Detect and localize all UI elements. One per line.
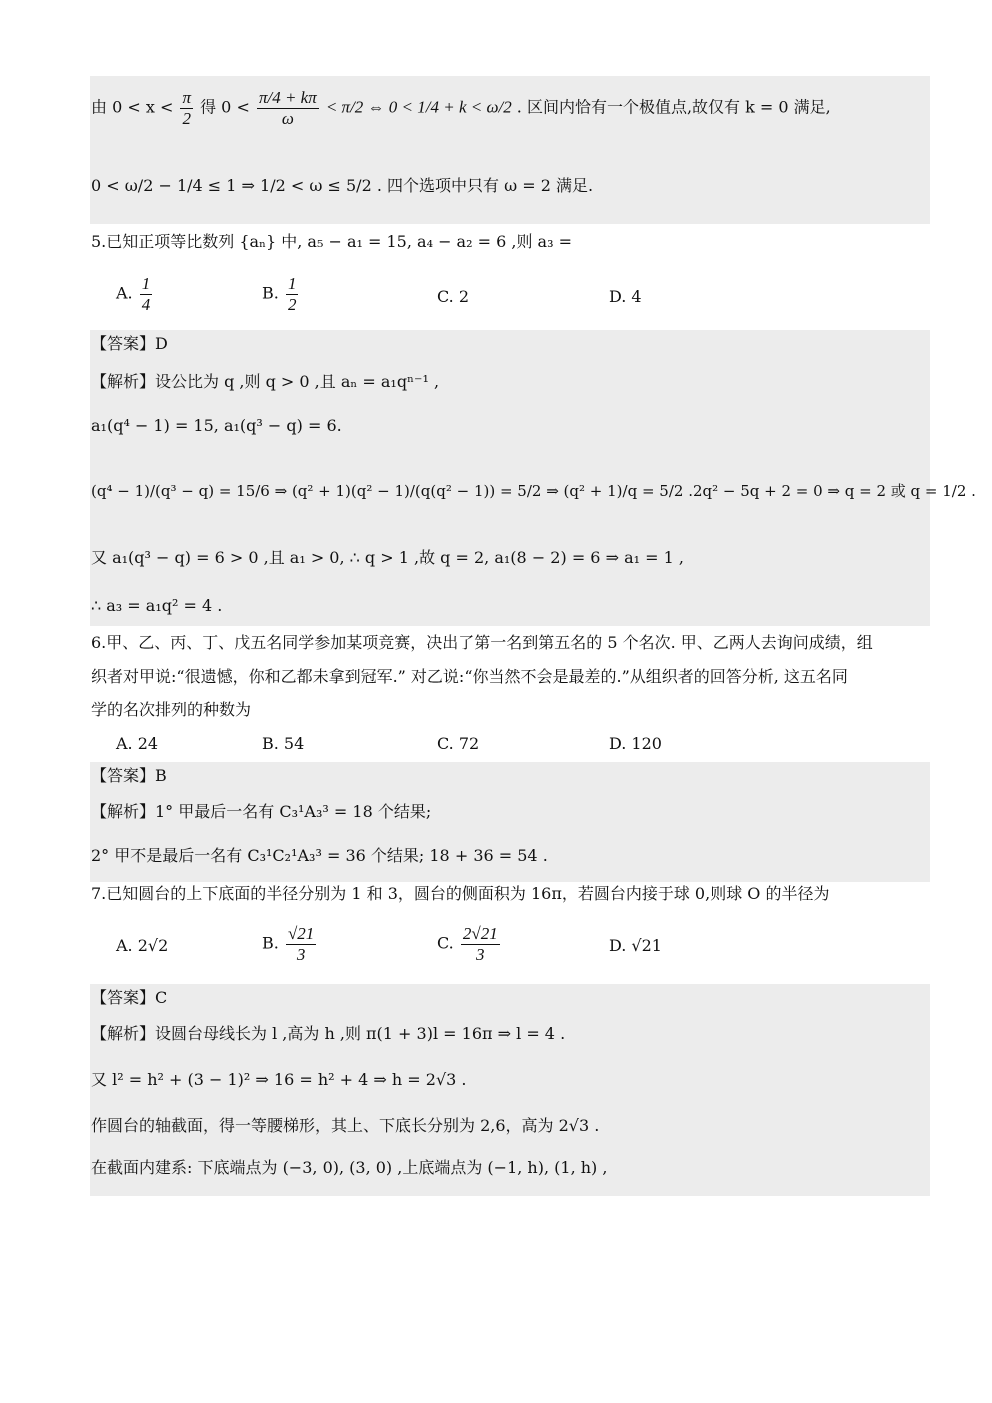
q6-stem-line-3: 学的名次排列的种数为: [91, 700, 252, 719]
q7-answer: 【答案】C: [91, 988, 168, 1007]
q6-stem-line-1: 6.甲、乙、丙、丁、戊五名同学参加某项竞赛，决出了第一名到第五名的 5 个名次. 甲、乙两人去询问成绩，组: [91, 633, 873, 652]
q7-explanation-3: 作圆台的轴截面，得一等腰梯形，其上、下底长分别为 2,6，高为 2√3 .: [91, 1116, 600, 1135]
q5-option-a: A. $\frac{1}{4}$: [116, 274, 151, 314]
q6-option-d: D. 120: [609, 734, 662, 753]
q7-option-a: A. 2√2: [116, 936, 169, 955]
q5-answer: 【答案】D: [91, 334, 168, 353]
q4-solution-line-1: 由 0 < x < $\frac{\pi}{2}$ 得 0 < $\frac{\pi/4 + k\pi}{\omega}$ < π/2 ⇔ 0 < 1/4 + k < ω/2 . 区间内恰有一个极值点,故仅有 k = 0 满足,: [91, 88, 831, 128]
q7-explanation-4: 在截面内建系: 下底端点为 (−3, 0), (3, 0) ,上底端点为 (−1, h), (1, h) ,: [91, 1158, 608, 1177]
q6-stem-line-2: 织者对甲说:“很遗憾，你和乙都未拿到冠军.” 对乙说:“你当然不会是最差的.”从组织者的回答分析, 这五名同: [91, 667, 848, 686]
q4-solution-line-2: 0 < ω/2 − 1/4 ≤ 1 ⇒ 1/2 < ω ≤ 5/2 . 四个选项中只有 ω = 2 满足.: [91, 176, 594, 195]
q5-option-d: D. 4: [609, 287, 642, 306]
q5-explanation-1: 【解析】设公比为 q ,则 q > 0 ,且 aₙ = a₁qⁿ⁻¹ ,: [91, 372, 440, 391]
q5-option-b: B. $\frac{1}{2}$: [262, 274, 297, 314]
q6-explanation-2: 2° 甲不是最后一名有 C₃¹C₂¹A₃³ = 36 个结果; 18 + 36 = 54 .: [91, 846, 548, 865]
q5-stem: 5.已知正项等比数列 {aₙ} 中, a₅ − a₁ = 15, a₄ − a₂ = 6 ,则 a₃ =: [91, 232, 572, 251]
q5-explanation-4: 又 a₁(q³ − q) = 6 > 0 ,且 a₁ > 0, ∴ q > 1 ,故 q = 2, a₁(8 − 2) = 6 ⇒ a₁ = 1 ,: [91, 548, 684, 567]
q6-option-c: C. 72: [437, 734, 480, 753]
q7-explanation-2: 又 l² = h² + (3 − 1)² ⇒ 16 = h² + 4 ⇒ h = 2√3 .: [91, 1070, 467, 1089]
q6-option-b: B. 54: [262, 734, 305, 753]
q6-answer: 【答案】B: [91, 766, 167, 785]
q6-option-a: A. 24: [116, 734, 159, 753]
q7-option-d: D. √21: [609, 936, 662, 955]
q5-explanation-5: ∴ a₃ = a₁q² = 4 .: [91, 596, 223, 615]
q5-explanation-2: a₁(q⁴ − 1) = 15, a₁(q³ − q) = 6.: [91, 416, 342, 435]
q7-option-c: C. $\frac{2√21}{3}$: [437, 924, 498, 964]
q7-option-b: B. $\frac{√21}{3}$: [262, 924, 315, 964]
q5-explanation-3: (q⁴ − 1)/(q³ − q) = 15/6 ⇒ (q² + 1)(q² − 1)/(q(q² − 1)) = 5/2 ⇒ (q² + 1)/q = 5/2 .2q² − 5q + 2 = 0 ⇒ q = 2 或 q = 1/2 .: [91, 482, 976, 500]
q6-explanation-1: 【解析】1° 甲最后一名有 C₃¹A₃³ = 18 个结果;: [91, 802, 432, 821]
q7-explanation-1: 【解析】设圆台母线长为 l ,高为 h ,则 π(1 + 3)l = 16π ⇒ l = 4 .: [91, 1024, 566, 1043]
q7-stem: 7.已知圆台的上下底面的半径分别为 1 和 3，圆台的侧面积为 16π，若圆台内接于球 0,则球 O 的半径为: [91, 884, 830, 903]
q5-option-c: C. 2: [437, 287, 470, 306]
